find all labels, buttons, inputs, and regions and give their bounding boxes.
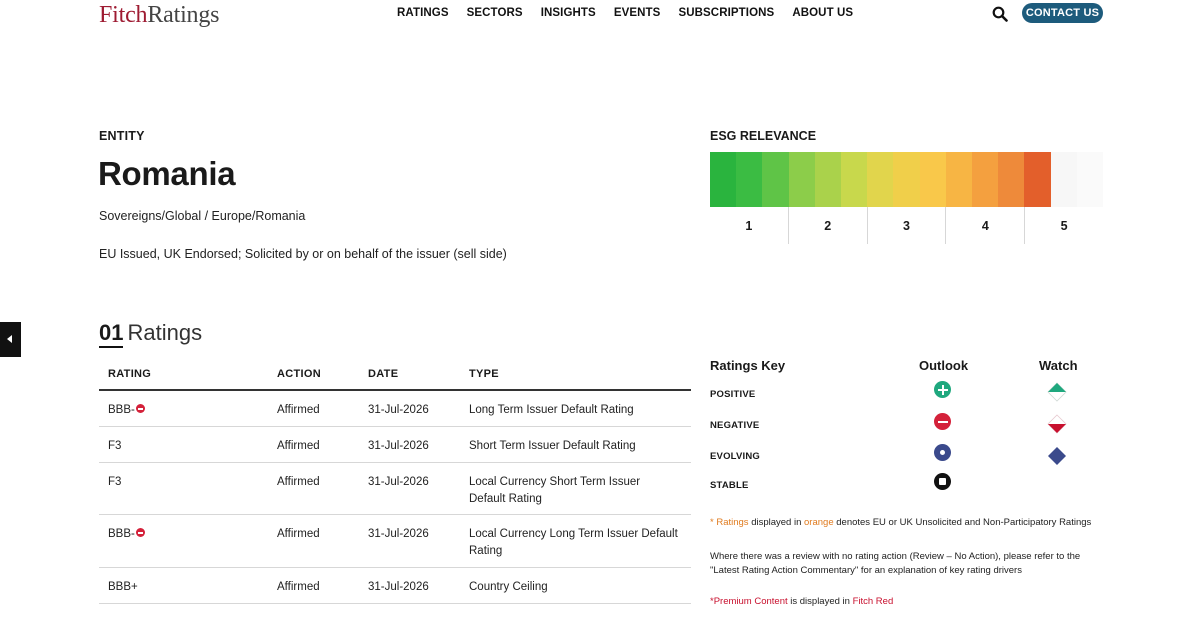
search-icon[interactable] [992,6,1008,22]
date-cell: 31-Jul-2026 [368,528,429,540]
esg-segment [946,152,972,207]
date-cell: 31-Jul-2026 [368,440,429,452]
esg-segment [762,152,788,207]
watch-column-label: Watch [1039,358,1078,373]
type-cell: Short Term Issuer Default Rating [469,440,636,452]
watch-negative-icon [1047,414,1067,434]
esg-segment [867,152,893,207]
type-cell: Country Ceiling [469,581,548,593]
esg-segment [1051,152,1077,207]
nav-ratings[interactable]: RATINGS [397,7,449,19]
negative-outlook-icon [136,404,145,413]
esg-segment [1077,152,1103,207]
type-cell: Local Currency Long Term Issuer Default Rating [469,528,678,557]
key-stable-label: STABLE [710,480,749,491]
esg-segment [841,152,867,207]
rating-value: BBB- [108,528,135,540]
type-cell: Local Currency Short Term Issuer Default Rating [469,476,641,505]
esg-segment [998,152,1024,207]
esg-segment [789,152,815,207]
key-positive-label: POSITIVE [710,389,756,400]
watch-positive-icon [1047,382,1067,402]
action-cell: Affirmed [277,404,320,416]
rating-cell: F3 [108,440,122,452]
footnote-ratings: Ratings [716,517,749,528]
nav-events[interactable]: EVENTS [613,7,661,19]
esg-segment [972,152,998,207]
table-row [99,568,691,604]
logo-fitch: Fitch [99,2,148,28]
fitch-ratings-logo[interactable] [99,0,219,30]
premium-content-label: *Premium Content [710,596,788,607]
esg-segment [815,152,841,207]
key-evolving-label: EVOLVING [710,451,760,462]
esg-scale-2: 2 [789,207,868,244]
table-row [99,515,691,568]
site-header [0,0,1200,30]
table-row [99,427,691,463]
contact-us-button[interactable]: CONTACT US [1022,3,1103,23]
rating-cell: BBB+ [108,581,138,593]
rating-cell [108,526,145,543]
col-rating: RATING [108,368,152,380]
ratings-key-title: Ratings Key [710,358,786,373]
entity-regulatory-note: EU Issued, UK Endorsed; Solicited by or on behalf of the issuer (sell side) [99,247,507,261]
type-cell: Long Term Issuer Default Rating [469,404,634,416]
rating-cell: F3 [108,476,122,488]
footnote-premium [710,596,893,607]
entity-label: ENTITY [99,129,145,143]
sidebar-toggle-tab[interactable] [0,322,21,357]
date-cell: 31-Jul-2026 [368,404,429,416]
outlook-negative-icon [934,413,951,430]
action-cell: Affirmed [277,476,320,488]
esg-scale-5: 5 [1060,219,1068,233]
nav-subscriptions[interactable]: SUBSCRIPTIONS [678,7,775,19]
esg-segment [710,152,736,207]
esg-scale-3: 3 [868,207,947,244]
date-cell: 31-Jul-2026 [368,476,429,488]
section-title: Ratings [127,320,203,345]
esg-scale-4: 4 [946,207,1025,244]
nav-about-us[interactable]: ABOUT US [792,7,854,19]
footnote-end: denotes EU or UK Unsolicited and Non-Participatory Ratings [833,517,1092,528]
esg-scale [710,207,1103,244]
esg-scale-1: 1 [710,207,789,244]
entity-name: Romania [98,155,236,192]
outlook-column-label: Outlook [919,358,969,373]
col-type: TYPE [469,368,499,380]
key-negative-label: NEGATIVE [710,420,760,431]
action-cell: Affirmed [277,581,320,593]
table-row [99,391,691,427]
rating-value: BBB- [108,404,135,416]
fitch-red-label: Fitch Red [852,596,894,607]
date-cell: 31-Jul-2026 [368,581,429,593]
esg-segment [1024,152,1050,207]
col-action: ACTION [277,368,321,380]
outlook-positive-icon [934,381,951,398]
esg-segment [736,152,762,207]
footnote-mid: displayed in [748,517,805,528]
esg-segment [893,152,919,207]
table-row [99,463,691,515]
nav-sectors[interactable]: SECTORS [466,7,523,19]
watch-evolving-icon [1047,446,1067,466]
footnote-star: * [710,517,717,528]
action-cell: Affirmed [277,440,320,452]
footnote-unsolicited [710,517,1091,528]
nav-insights[interactable]: INSIGHTS [540,7,596,19]
main-nav [397,7,871,19]
rating-cell [108,402,145,419]
negative-outlook-icon [136,528,145,537]
logo-ratings: Ratings [147,2,220,28]
esg-segment [920,152,946,207]
esg-relevance-bar [710,152,1103,207]
outlook-stable-icon [934,473,951,490]
footnote-review: Where there was a review with no rating action (Review – No Action), please refer to the "Latest Rating Action Commentary" for an explanation of key rating drivers [710,551,1081,576]
outlook-evolving-icon [934,444,951,461]
action-cell: Affirmed [277,528,320,540]
entity-breadcrumb[interactable]: Sovereigns/Global / Europe/Romania [99,209,306,223]
section-number: 01 [99,320,123,348]
esg-relevance-label: ESG RELEVANCE [710,129,817,143]
col-date: DATE [368,368,399,380]
footnote-orange: orange [804,517,834,528]
table-header [99,355,691,391]
section-heading [99,320,202,346]
ratings-table [99,355,691,604]
premium-mid: is displayed in [787,596,853,607]
